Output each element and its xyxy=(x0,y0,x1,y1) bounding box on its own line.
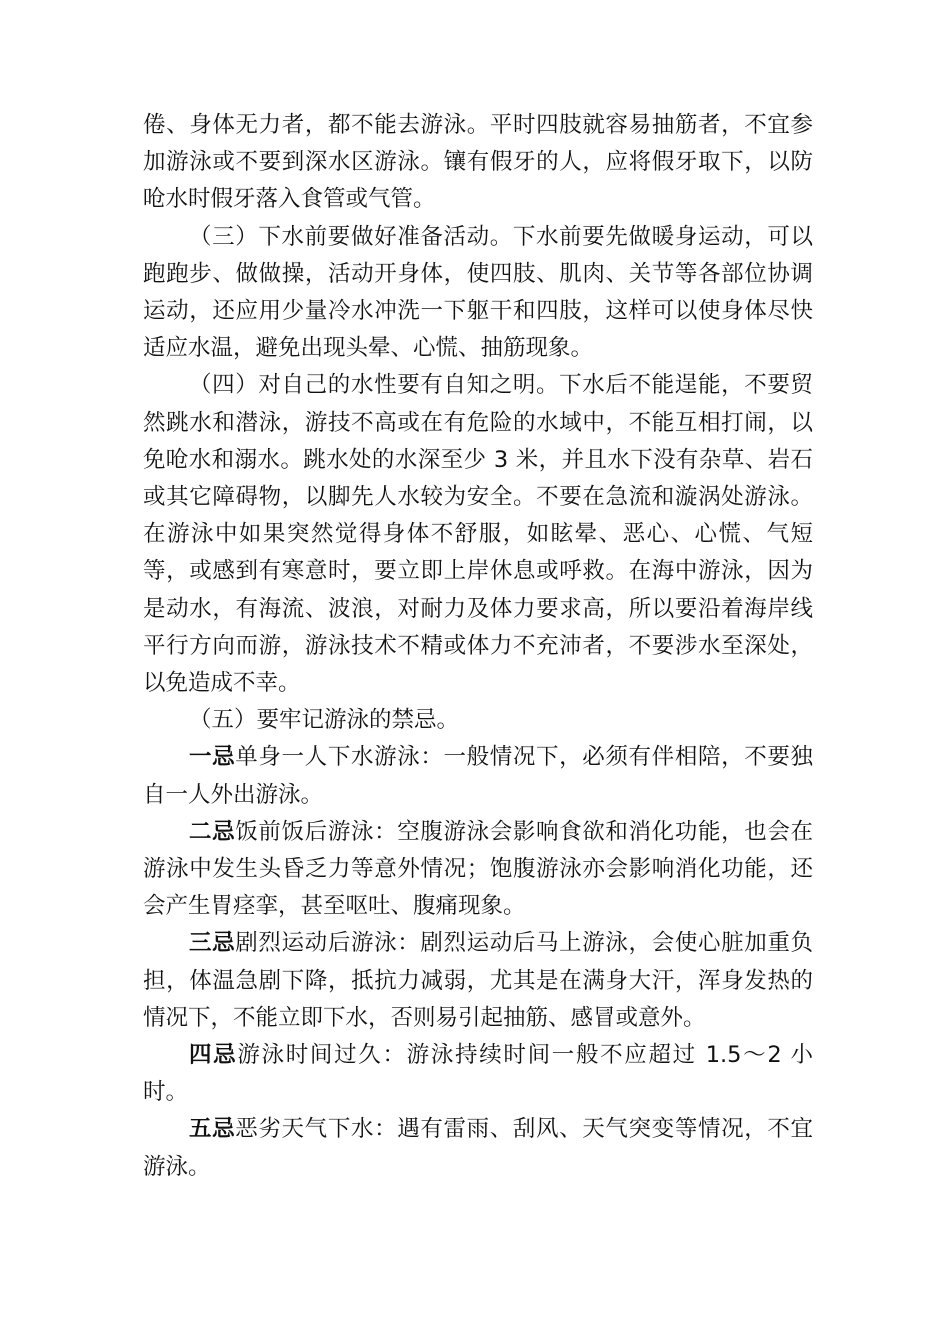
taboo-item-two xyxy=(143,814,813,926)
taboo-item-one xyxy=(143,739,813,813)
paragraph-section-five xyxy=(143,702,813,739)
taboo-label: 四忌 xyxy=(189,1042,238,1069)
taboo-item-four xyxy=(143,1037,813,1111)
taboo-item-five xyxy=(143,1111,813,1185)
taboo-text: 游泳时间过久：游泳持续时间一般不应超过 1.5～2 小时。 xyxy=(143,1042,813,1106)
paragraph-text: 倦、身体无力者，都不能去游泳。平时四肢就容易抽筋者，不宜参加游泳或不要到深水区游泳。镶有假牙的人，应将假牙取下，以防呛水时假牙落入食管或气管。 xyxy=(143,112,813,213)
taboo-text: 单身一人下水游泳：一般情况下，必须有伴相陪，不要独自一人外出游泳。 xyxy=(143,744,813,808)
taboo-label: 二忌 xyxy=(189,818,236,845)
paragraph-section-three xyxy=(143,219,813,368)
paragraph-continuation xyxy=(143,107,813,219)
taboo-label: 五忌 xyxy=(189,1116,236,1143)
paragraph-text: （三）下水前要做好准备活动。下水前要先做暖身运动，可以跑跑步、做做操，活动开身体，使四肢、肌肉、关节等各部位协调运动，还应用少量冷水冲洗一下躯干和四肢，这样可以使身体尽快适应水温，避免出现头晕、心慌、抽筋现象。 xyxy=(143,223,813,362)
paragraph-text: （四）对自己的水性要有自知之明。下水后不能逞能，不要贸然跳水和潜泳，游技不高或在有危险的水域中，不能互相打闹，以免呛水和溺水。跳水处的水深至少 3 米，并且水下没有杂草、岩石或其它障碍物，以脚先人水较为安全。不要在急流和漩涡处游泳。在游泳中如果突然觉得身体不舒服，如眩晕、恶心、心慌、气短等，或感到有寒意时，要立即上岸休息或呼救。在海中游泳，因为是动水，有海流、波浪，对耐力及体力要求高，所以要沿着海岸线平行方向而游，游泳技术不精或体力不充沛者，不要涉水至深处，以免造成不幸。 xyxy=(143,372,813,697)
taboo-text: 饭前饭后游泳：空腹游泳会影响食欲和消化功能，也会在游泳中发生头昏乏力等意外情况；饱腹游泳亦会影响消化功能，还会产生胃痉挛，甚至呕吐、腹痛现象。 xyxy=(143,818,813,920)
document-page xyxy=(143,107,813,1186)
taboo-label: 三忌 xyxy=(189,930,236,957)
paragraph-section-four xyxy=(143,367,813,702)
paragraph-text: （五）要牢记游泳的禁忌。 xyxy=(189,707,460,734)
taboo-text: 恶劣天气下水：遇有雷雨、刮风、天气突变等情况，不宜游泳。 xyxy=(143,1116,813,1180)
taboo-item-three xyxy=(143,925,813,1037)
taboo-text: 剧烈运动后游泳：剧烈运动后马上游泳，会使心脏加重负担，体温急剧下降，抵抗力减弱，尤其是在满身大汗，浑身发热的情况下，不能立即下水，否则易引起抽筋、感冒或意外。 xyxy=(143,930,813,1031)
taboo-label: 一忌 xyxy=(189,744,236,771)
